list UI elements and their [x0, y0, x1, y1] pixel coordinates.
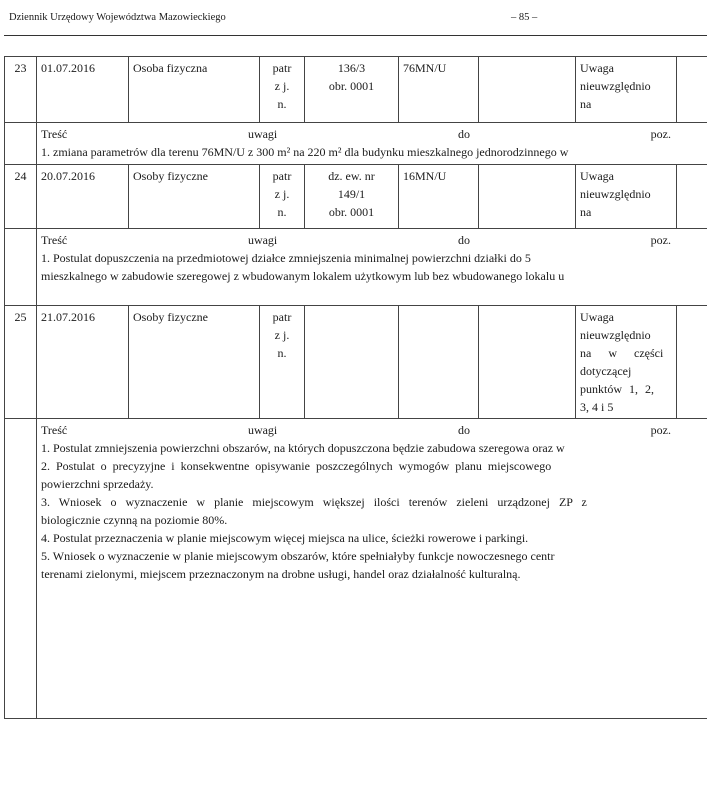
zone-cell: 76MN/U — [399, 57, 479, 123]
status-line: nieuwzględnio — [580, 79, 651, 93]
zone-cell — [399, 306, 479, 419]
header-word: uwagi — [247, 233, 278, 247]
status-line — [580, 344, 670, 362]
remark-text-line: biologicznie czynną na poziomie 80%. — [41, 513, 228, 527]
header-word: do — [457, 233, 470, 247]
date-cell: 01.07.2016 — [37, 57, 129, 123]
header-word: poz. — [650, 423, 671, 437]
header-word: uwagi — [247, 127, 278, 141]
status-line: Uwaga — [580, 169, 614, 183]
status-line: na — [580, 97, 592, 111]
status-line: 3, 4 i 5 — [580, 400, 614, 414]
plot-line: 149/1 — [337, 187, 366, 201]
reference-line: z j. — [274, 187, 290, 201]
empty-cell — [479, 57, 576, 123]
empty-cell — [5, 123, 37, 165]
plot-line: obr. 0001 — [328, 205, 375, 219]
row-number: 23 — [5, 57, 37, 123]
empty-cell — [677, 165, 707, 229]
reference-line: patr — [272, 310, 292, 324]
reference-cell — [260, 165, 305, 229]
plot-line: dz. ew. nr — [328, 169, 375, 183]
status-cell — [576, 165, 677, 229]
plot-line: obr. 0001 — [328, 79, 375, 93]
header-word: Treść — [41, 233, 68, 247]
header-word: Treść — [41, 423, 68, 437]
reference-line: n. — [277, 97, 287, 111]
header-word: Treść — [41, 127, 68, 141]
header-word: uwagi — [247, 423, 278, 437]
journal-title: Dziennik Urzędowy Województwa Mazowieckiego — [9, 12, 226, 23]
remark-text-line: 1. zmiana parametrów dla terenu 76MN/U z 300 m² na 220 m² dla budynku mieszkalnego jednorodzinnego w — [41, 145, 569, 159]
status-line: dotyczącej — [580, 364, 632, 378]
status-line: na — [580, 205, 592, 219]
reference-line: n. — [277, 346, 287, 360]
table-row-content — [5, 229, 707, 306]
reference-line: z j. — [274, 328, 290, 342]
empty-cell — [5, 419, 37, 719]
remarks-table — [4, 56, 707, 719]
plot-cell — [305, 57, 399, 123]
remark-content-cell — [37, 229, 707, 306]
remark-content-cell — [37, 123, 707, 165]
empty-cell — [5, 229, 37, 306]
plot-cell — [305, 306, 399, 419]
row-number: 25 — [5, 306, 37, 419]
remark-text-line: 3. Wniosek o wyznaczenie w planie miejscowym większej ilości terenów zieleni urządzonej ZP z — [41, 495, 587, 509]
status-text: na w części — [580, 346, 664, 360]
page-header — [9, 12, 707, 26]
remark-text-line: 2. Postulat o precyzyjne i konsekwentne opisywanie poszczególnych wymogów planu miejscowego — [41, 459, 552, 473]
remark-content-cell — [37, 419, 707, 719]
page-number: – 85 – — [511, 12, 538, 23]
header-word: do — [457, 127, 470, 141]
status-line: Uwaga — [580, 310, 614, 324]
remark-content-header — [41, 421, 671, 439]
table-row — [5, 165, 707, 229]
empty-cell — [677, 306, 707, 419]
reference-line: z j. — [274, 79, 290, 93]
header-word: poz. — [650, 233, 671, 247]
remark-text-line: 4. Postulat przeznaczenia w planie miejscowym więcej miejsca na ulice, ścieżki rowerowe i parkingi. — [41, 531, 529, 545]
empty-cell — [479, 165, 576, 229]
plot-line: 136/3 — [337, 61, 366, 75]
status-cell — [576, 306, 677, 419]
plot-cell — [305, 165, 399, 229]
reference-cell — [260, 57, 305, 123]
remark-text-line: 5. Wniosek o wyznaczenie w planie miejscowym obszarów, które spełniałyby funkcje nowoczesnego centr — [41, 549, 555, 563]
status-cell — [576, 57, 677, 123]
status-line: Uwaga — [580, 61, 614, 75]
date-cell: 20.07.2016 — [37, 165, 129, 229]
status-line: punktów 1, 2, — [580, 382, 654, 396]
remark-text-line: powierzchni sprzedaży. — [41, 477, 154, 491]
remark-text-line: 1. Postulat zmniejszenia powierzchni obszarów, na których dopuszczona będzie zabudowa szeregowa oraz w — [41, 441, 565, 455]
zone-cell: 16MN/U — [399, 165, 479, 229]
row-number: 24 — [5, 165, 37, 229]
remark-text-line: mieszkalnego w zabudowie szeregowej z wbudowanym lokalem użytkowym lub bez wbudowanego lokalu u — [41, 269, 565, 283]
table-row-content — [5, 419, 707, 719]
status-line: nieuwzględnio — [580, 187, 651, 201]
empty-cell — [479, 306, 576, 419]
empty-cell — [677, 57, 707, 123]
submitter-cell: Osoba fizyczna — [129, 57, 260, 123]
submitter-cell: Osoby fizyczne — [129, 165, 260, 229]
header-word: poz. — [650, 127, 671, 141]
remark-text-line: terenami zielonymi, miejscem przeznaczonym na drobne usługi, handel oraz działalność kulturalną. — [41, 567, 521, 581]
status-line: nieuwzględnio — [580, 328, 651, 342]
reference-line: patr — [272, 169, 292, 183]
remark-content-header — [41, 231, 671, 249]
table-row — [5, 306, 707, 419]
remark-text-line: 1. Postulat dopuszczenia na przedmiotowej działce zmniejszenia minimalnej powierzchni działki do 5 — [41, 251, 531, 265]
reference-cell — [260, 306, 305, 419]
submitter-cell: Osoby fizyczne — [129, 306, 260, 419]
table-row-content — [5, 123, 707, 165]
reference-line: n. — [277, 205, 287, 219]
header-rule — [4, 35, 707, 36]
header-word: do — [457, 423, 470, 437]
date-cell: 21.07.2016 — [37, 306, 129, 419]
remark-content-header — [41, 125, 671, 143]
table-row — [5, 57, 707, 123]
reference-line: patr — [272, 61, 292, 75]
